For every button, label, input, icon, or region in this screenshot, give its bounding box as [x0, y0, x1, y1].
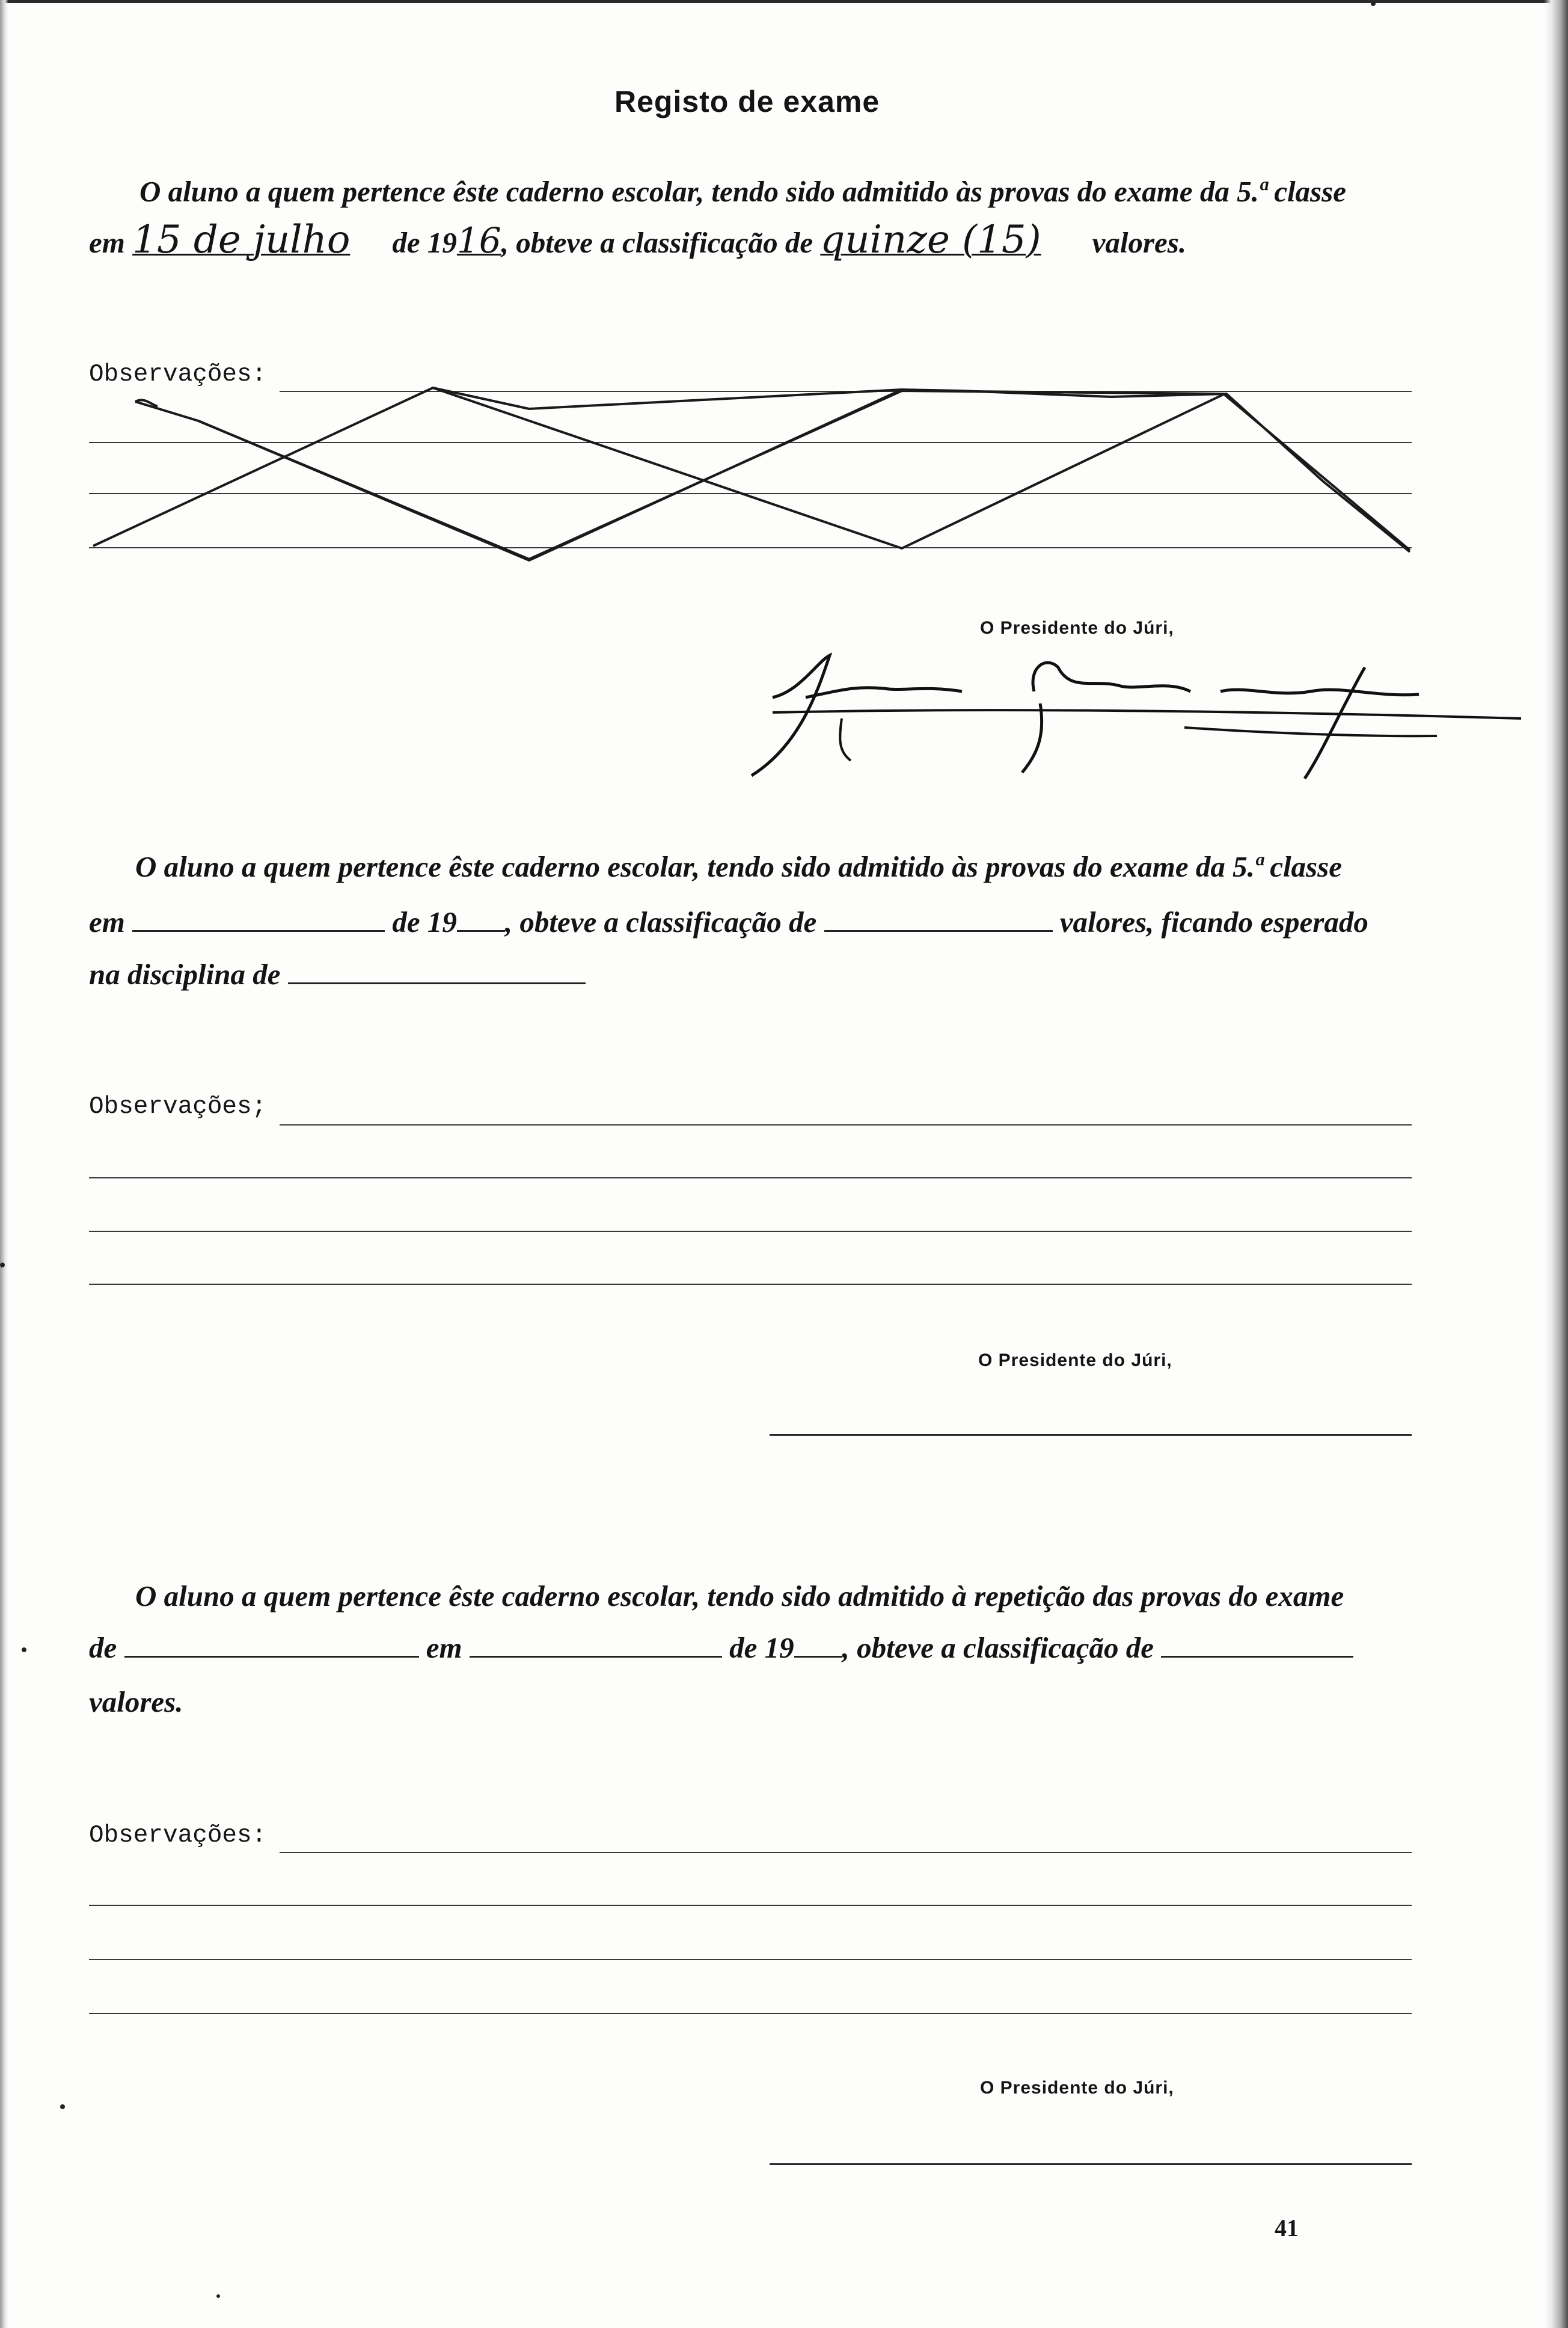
section3-line3: valores.: [89, 1685, 183, 1718]
section2-grade-blank[interactable]: [824, 930, 1053, 932]
paper-speck: [0, 1263, 5, 1267]
section2-valores-esperado: valores, ficando esperado: [1059, 905, 1368, 939]
section2-obs-line-4[interactable]: [89, 1284, 1412, 1285]
section1-grade-handwritten: quinze (15): [820, 218, 1041, 262]
section3-em: em: [426, 1631, 462, 1664]
section3-de: de: [89, 1631, 117, 1664]
section2-signature-line[interactable]: [770, 1434, 1412, 1436]
section2-obs-line-1[interactable]: [280, 1124, 1412, 1126]
section2-year-blank[interactable]: [457, 930, 505, 932]
section2-disciplina-label: na disciplina de: [89, 958, 281, 991]
section1-valores: valores.: [1092, 226, 1187, 259]
section1-presidente-label: O Presidente do Júri,: [980, 618, 1174, 638]
section3-observacoes-label: Observações:: [89, 1822, 267, 1849]
section3-signature-line[interactable]: [770, 2163, 1412, 2165]
section2-line3: [89, 957, 586, 991]
section1-year-handwritten: 16: [456, 220, 501, 261]
section2-obteve: , obteve a classificação de: [504, 905, 817, 939]
paper-speck: [60, 2104, 65, 2109]
section3-exame-blank[interactable]: [124, 1655, 419, 1658]
section3-line2: [89, 1631, 1353, 1665]
page-number: 41: [1275, 2214, 1299, 2241]
paper-speck: [22, 1647, 26, 1652]
section3-presidente-label: O Presidente do Júri,: [980, 2078, 1174, 2098]
section3-line1: O aluno a quem pertence êste caderno escolar, tendo sido admitido à repetição das provas do exame: [135, 1579, 1344, 1613]
section2-line2: [89, 905, 1368, 939]
section2-observacoes-label: Observações;: [89, 1093, 267, 1121]
section1-em: em: [89, 226, 125, 259]
section2-em: em: [89, 905, 125, 939]
section3-grade-blank[interactable]: [1161, 1655, 1353, 1658]
section1-observacoes-label: Observações:: [89, 361, 267, 388]
section2-de19: de 19: [392, 905, 457, 939]
section1-date-handwritten: 15 de julho: [132, 218, 351, 262]
section3-obs-line-4[interactable]: [89, 2013, 1412, 2014]
section3-date-blank[interactable]: [470, 1655, 722, 1658]
section2-date-blank[interactable]: [132, 930, 385, 932]
section1-de19: de 19: [392, 226, 457, 259]
section3-de19: de 19: [729, 1631, 794, 1664]
section2-obs-line-2[interactable]: [89, 1177, 1412, 1178]
section2-presidente-label: O Presidente do Júri,: [978, 1350, 1172, 1370]
section1-obteve: , obteve a classificação de: [501, 226, 813, 259]
section3-year-blank[interactable]: [794, 1655, 842, 1658]
section3-obs-line-1[interactable]: [280, 1852, 1412, 1853]
section1-line1: O aluno a quem pertence êste caderno escolar, tendo sido admitido às provas do exame da 5.ª classe: [139, 175, 1346, 208]
section3-obs-line-3[interactable]: [89, 1959, 1412, 1960]
section2-disciplina-blank[interactable]: [288, 982, 586, 984]
section2-line1: O aluno a quem pertence êste caderno escolar, tendo sido admitido às provas do exame da 5.ª classe: [135, 850, 1342, 883]
paper-speck: [216, 2294, 220, 2298]
paper-speck: [1371, 1, 1376, 6]
section2-obs-line-3[interactable]: [89, 1231, 1412, 1232]
section3-obteve: , obteve a classificação de: [842, 1631, 1154, 1664]
page-title: Registo de exame: [614, 85, 880, 118]
section3-obs-line-2[interactable]: [89, 1905, 1412, 1906]
